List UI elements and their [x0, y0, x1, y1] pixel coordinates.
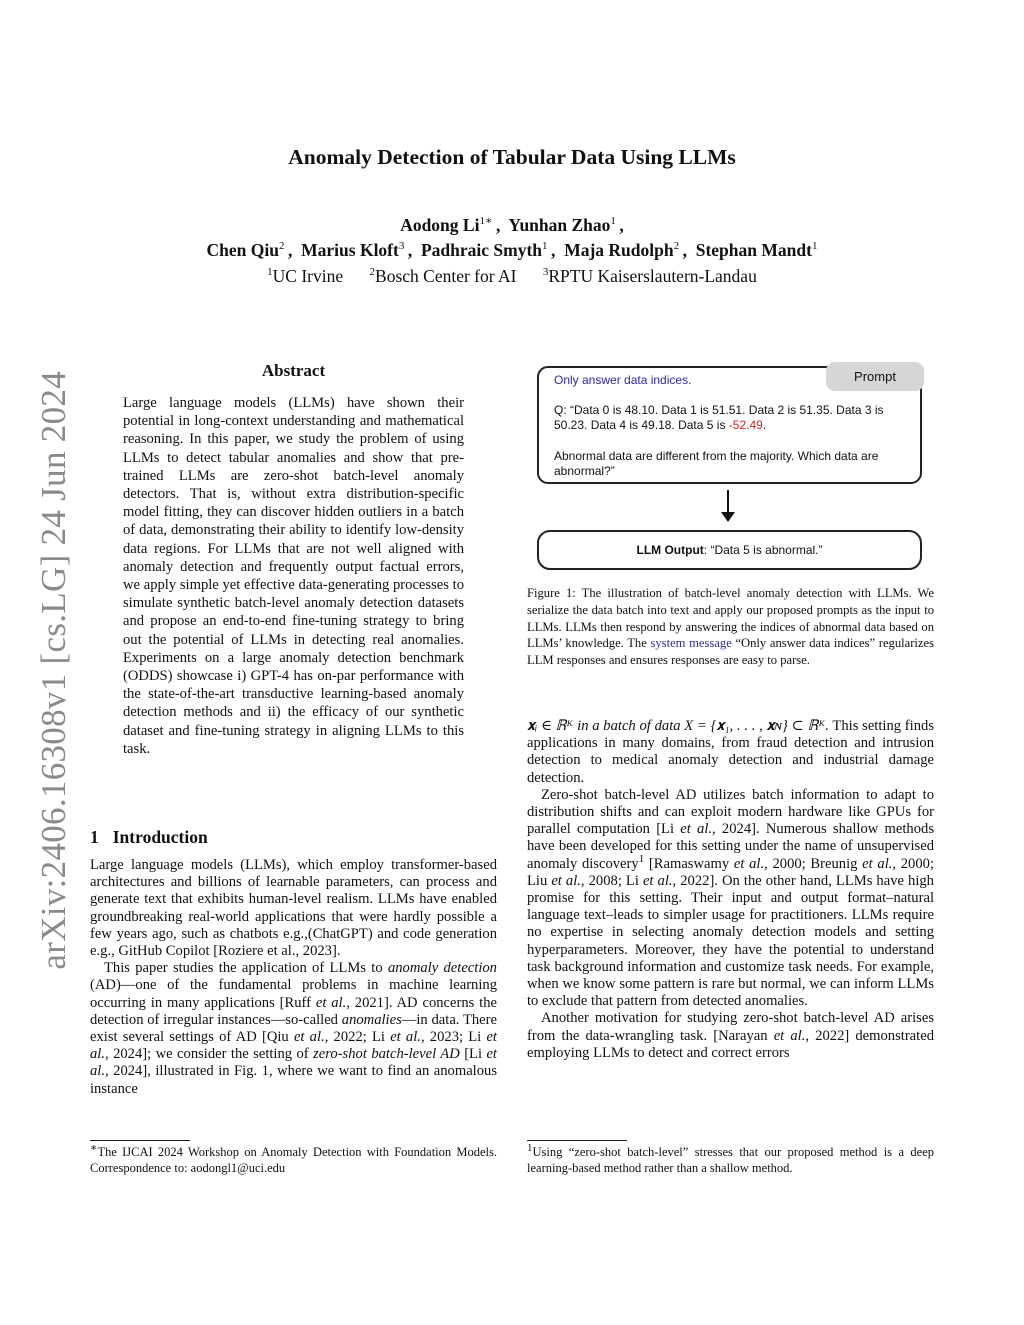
llm-output-box: LLM Output: “Data 5 is abnormal.” — [537, 530, 922, 570]
author: Maja Rudolph — [564, 240, 674, 260]
paragraph: Large language models (LLMs), which employ transformer-based architectures and billions of learnable parameters, can process and generate text that exhibits human-level realism. LLMs have enabled groundbreaking real-world applications that were hardly possible a few years ago, such as chatbots e.g.,(ChatGPT) and code generation e.g., GitHub Copilot [Roziere et al., 2023]. — [90, 857, 497, 960]
paragraph: This paper studies the application of LLMs to anomaly detection (AD)—one of the fundamental problems in machine learning occurring in many applications [Ruff et al., 2021]. AD concerns the detection of irregular instances—so-called anomalies—in data. There exist several settings of AD [Qiu et al., 2022; Li et al., 2023; Li et al., 2024]; we consider the setting of zero-shot batch-level AD [Li et al., 2024], illustrated in Fig. 1, where we want to find an anomalous instance — [90, 960, 498, 1097]
footnote-left: ∗The IJCAI 2024 Workshop on Anomaly Detection with Foundation Models. Correspondence to: aodongl1@uci.edu — [90, 1141, 497, 1175]
system-message: Only answer data indices. — [554, 373, 692, 387]
math-expression: 𝐱ᵢ ∈ ℝᴷ in a batch of data X = {𝐱₁, . . . , 𝐱ɴ} ⊂ ℝᴷ. — [527, 718, 829, 734]
author: Aodong Li — [400, 215, 480, 235]
author: Chen Qiu — [206, 240, 279, 260]
right-column-body — [527, 718, 934, 1062]
paragraph: 𝐱ᵢ ∈ ℝᴷ in a batch of data X = {𝐱₁, . . . , 𝐱ɴ} ⊂ ℝᴷ. This setting finds applications in many domains, from fraud detection and intrusion detection to medical anomaly detection and industrial damage detection. — [527, 718, 934, 786]
abstract-heading: Abstract — [261, 361, 326, 380]
arrow-head — [721, 512, 735, 522]
affiliation: $^3$RPTU Kaiserslautern-Landau — [542, 266, 757, 286]
footnote-right: 1Using “zero-shot batch-level” stresses that our proposed method is a deep learning-based method rather than a shallow method. — [527, 1141, 934, 1175]
affiliation: $^1$UC Irvine — [267, 266, 344, 286]
paper-title: Anomaly Detection of Tabular Data Using LLMs — [288, 145, 736, 169]
author-line-1: Aodong $Li^{1∗}$ , Yunhan Zhao$^1$ , — [400, 215, 624, 235]
prompt-question-data: Q: “Data 0 is 48.10. Data 1 is 51.51. Data 2 is 51.35. Data 3 is 50.23. Data 4 is 49.18. Data 5 is -52.49. — [554, 403, 884, 433]
prompt-question: Abnormal data are different from the majority. Which data are abnormal?” — [554, 449, 879, 479]
affiliations — [0, 266, 1024, 287]
author-line-2: Chen Qiu$^2$ , Marius Kloft$^3$ , Padhraic Smyth$^1$ , Maja Rudolph$^2$ , Stephan Mandt$^1$ — [206, 240, 818, 260]
affiliation: $^2$Bosch Center for AI — [369, 266, 517, 286]
footnote-rule — [527, 1140, 627, 1141]
arxiv-identifier-text: arXiv:2406.16308v1 [cs.LG] 24 Jun 2024 — [34, 370, 73, 970]
paragraph: Another motivation for studying zero-shot batch-level AD arises from the data-wrangling task. [Narayan et al., 2022] demonstrated employing LLMs to detect and correct errors — [527, 1010, 934, 1061]
footnote-rule — [90, 1140, 190, 1141]
section-heading-introduction: 1 Introduction — [90, 827, 208, 847]
author: Yunhan Zhao — [508, 215, 611, 235]
arrow-down-icon — [727, 490, 729, 514]
introduction-body — [90, 857, 497, 1098]
author: Marius Kloft — [301, 240, 399, 260]
author: Stephan Mandt — [695, 240, 812, 260]
arxiv-identifier — [14, 365, 94, 975]
paragraph: Zero-shot batch-level AD utilizes batch information to adapt to distribution shifts and can exploit modern hardware like GPUs for parallel computation [Li et al., 2024]. Numerous shallow methods have been developed for this setting under the name of unsupervised anomaly discovery$^1$ [Ramaswamy et al., 2000; Breunig et al., 2000; Liu et al., 2008; Li et al., 2022]. On the other hand, LLMs have high promise for this setting. Their input and output format–natural language text–leads to simpler usage for practitioners. LLMs require no expertise in selecting anomaly detection models and setting hyperparameters. Moreover, they have the potential to understand task background information and customize task needs. For example, when we know some pattern is rare but normal, we can inform LLMs to exclude that pattern from detected anomalies. — [527, 786, 935, 1010]
anomalous-value: -52.49 — [728, 418, 763, 433]
figure-caption: Figure 1: The illustration of batch-level anomaly detection with LLMs. We serialize the data batch into text and apply our proposed prompts as the input to LLMs. LLMs then respond by answering the indices of abnormal data based on LLMs’ knowledge. The system message “Only answer data indices” regularizes LLM responses and ensures responses are easy to parse. — [527, 586, 935, 668]
abstract-text: Large language models (LLMs) have shown their potential in long-context understanding and mathematical reasoning. In this paper, we study the problem of using LLMs to detect tabular anomalies and show that pre-trained LLMs are zero-shot batch-level anomaly detectors. That is, without extra distribution-specific model fitting, they can discover hidden outliers in a batch of data, demonstrating their ability to identify low-density data regions. For LLMs that are not well aligned with anomaly detection and frequently output factual errors, we apply simple yet effective data-generating processes to simulate synthetic batch-level anomaly detection datasets and propose an end-to-end fine-tuning strategy to bring out the potential of LLMs in detecting real anomalies. Experiments on a large anomaly detection benchmark (ODDS) showcase i) GPT-4 has on-par performance with the state-of-the-art transductive learning-based anomaly detection methods and ii) the efficacy of our synthetic dataset and fine-tuning strategy in aligning LLMs to this task. — [123, 395, 464, 757]
author: Padhraic Smyth — [420, 240, 543, 260]
prompt-tab: Prompt — [826, 362, 924, 391]
